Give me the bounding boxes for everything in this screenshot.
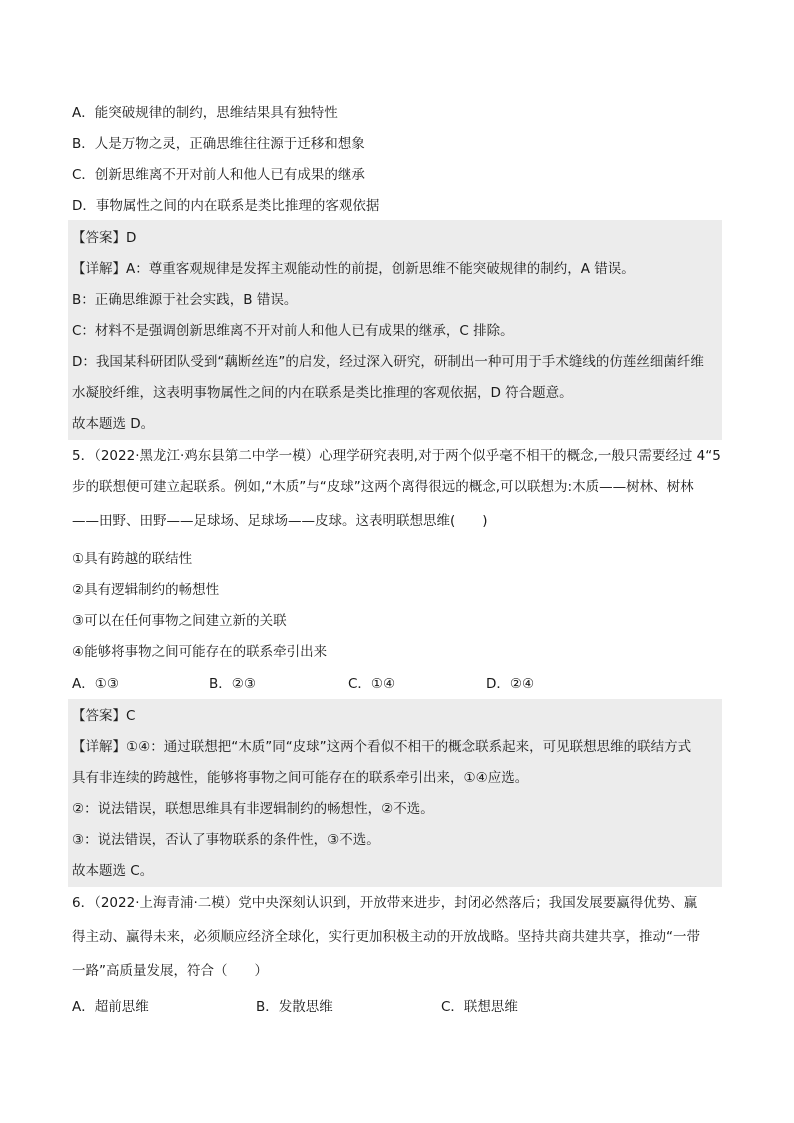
q4-answer: 【答案】D [72, 230, 137, 246]
q6-choice-a: A．超前思维 [72, 999, 149, 1015]
q5-choice-d: D．②④ [486, 676, 535, 692]
q5-item: ④能够将事物之间可能存在的联系牵引出来 [72, 644, 328, 660]
q5-item: ①具有跨越的联结性 [72, 551, 193, 567]
q5-choice-b: B．②③ [209, 676, 256, 692]
q5-item: ②具有逻辑制约的畅想性 [72, 582, 220, 598]
q4-explain-line: 故本题选 D。 [72, 416, 155, 432]
q5-stem-line: 步的联想便可建立起联系。例如,“木质”与“皮球”这两个离得很远的概念,可以联想为:木质——树林、树林 [72, 479, 694, 495]
q4-option-d: D．事物属性之间的内在联系是类比推理的客观依据 [72, 198, 380, 214]
q4-explain-line: 水凝胶纤维，这表明事物属性之间的内在联系是类比推理的客观依据，D 符合题意。 [72, 385, 573, 401]
q5-explain-line: 具有非连续的跨越性，能够将事物之间可能存在的联系牵引出来，①④应选。 [72, 770, 529, 786]
q6-choice-b: B．发散思维 [256, 999, 333, 1015]
q4-option-a: A．能突破规律的制约，思维结果具有独特性 [72, 105, 338, 121]
q6-stem-line: 一路”高质量发展，符合（ ） [72, 963, 268, 979]
q5-explain-line: 故本题选 C。 [72, 863, 154, 879]
q5-answer: 【答案】C [72, 708, 136, 724]
q5-explain-line: ③：说法错误，否认了事物联系的条件性，③不选。 [72, 832, 380, 848]
q5-explain-line: 【详解】①④：通过联想把“木质”同“皮球”这两个看似不相干的概念联系起来，可见联想思维的联结方式 [72, 739, 692, 755]
q6-stem-line: 得主动、赢得未来，必须顺应经济全球化，实行更加积极主动的开放战略。坚持共商共建共享，推动“一带 [72, 929, 700, 945]
q5-item: ③可以在任何事物之间建立新的关联 [72, 613, 287, 629]
q6-choice-c: C．联想思维 [441, 999, 518, 1015]
q5-stem-line: ——田野、田野——足球场、足球场——皮球。这表明联想思维( ) [72, 513, 488, 529]
q5-choice-c: C．①④ [348, 676, 396, 692]
q4-explain-line: C：材料不是强调创新思维离不开对前人和他人已有成果的继承，C 排除。 [72, 323, 514, 339]
q5-choice-a: A．①③ [72, 676, 119, 692]
q4-explain-line: 【详解】A：尊重客观规律是发挥主观能动性的前提，创新思维不能突破规律的制约，A 错误。 [72, 261, 635, 277]
q5-explain-line: ②：说法错误，联想思维具有非逻辑制约的畅想性，②不选。 [72, 801, 434, 817]
q4-option-c: C．创新思维离不开对前人和他人已有成果的继承 [72, 167, 365, 183]
q5-answer-block [68, 699, 722, 887]
q5-stem-line: 5．（2022·黑龙江·鸡东县第二中学一模）心理学研究表明,对于两个似乎毫不相干的概念,一般只需要经过 4“5 [72, 448, 721, 464]
q4-explain-line: D：我国某科研团队受到“藕断丝连”的启发，经过深入研究，研制出一种可用于手术缝线的仿莲丝细菌纤维 [72, 354, 704, 370]
q6-stem-line: 6．（2022·上海青浦·二模）党中央深刻认识到，开放带来进步，封闭必然落后；我国发展要赢得优势、赢 [72, 895, 698, 911]
q4-explain-line: B：正确思维源于社会实践，B 错误。 [72, 292, 298, 308]
q4-option-b: B．人是万物之灵，正确思维往往源于迁移和想象 [72, 136, 365, 152]
